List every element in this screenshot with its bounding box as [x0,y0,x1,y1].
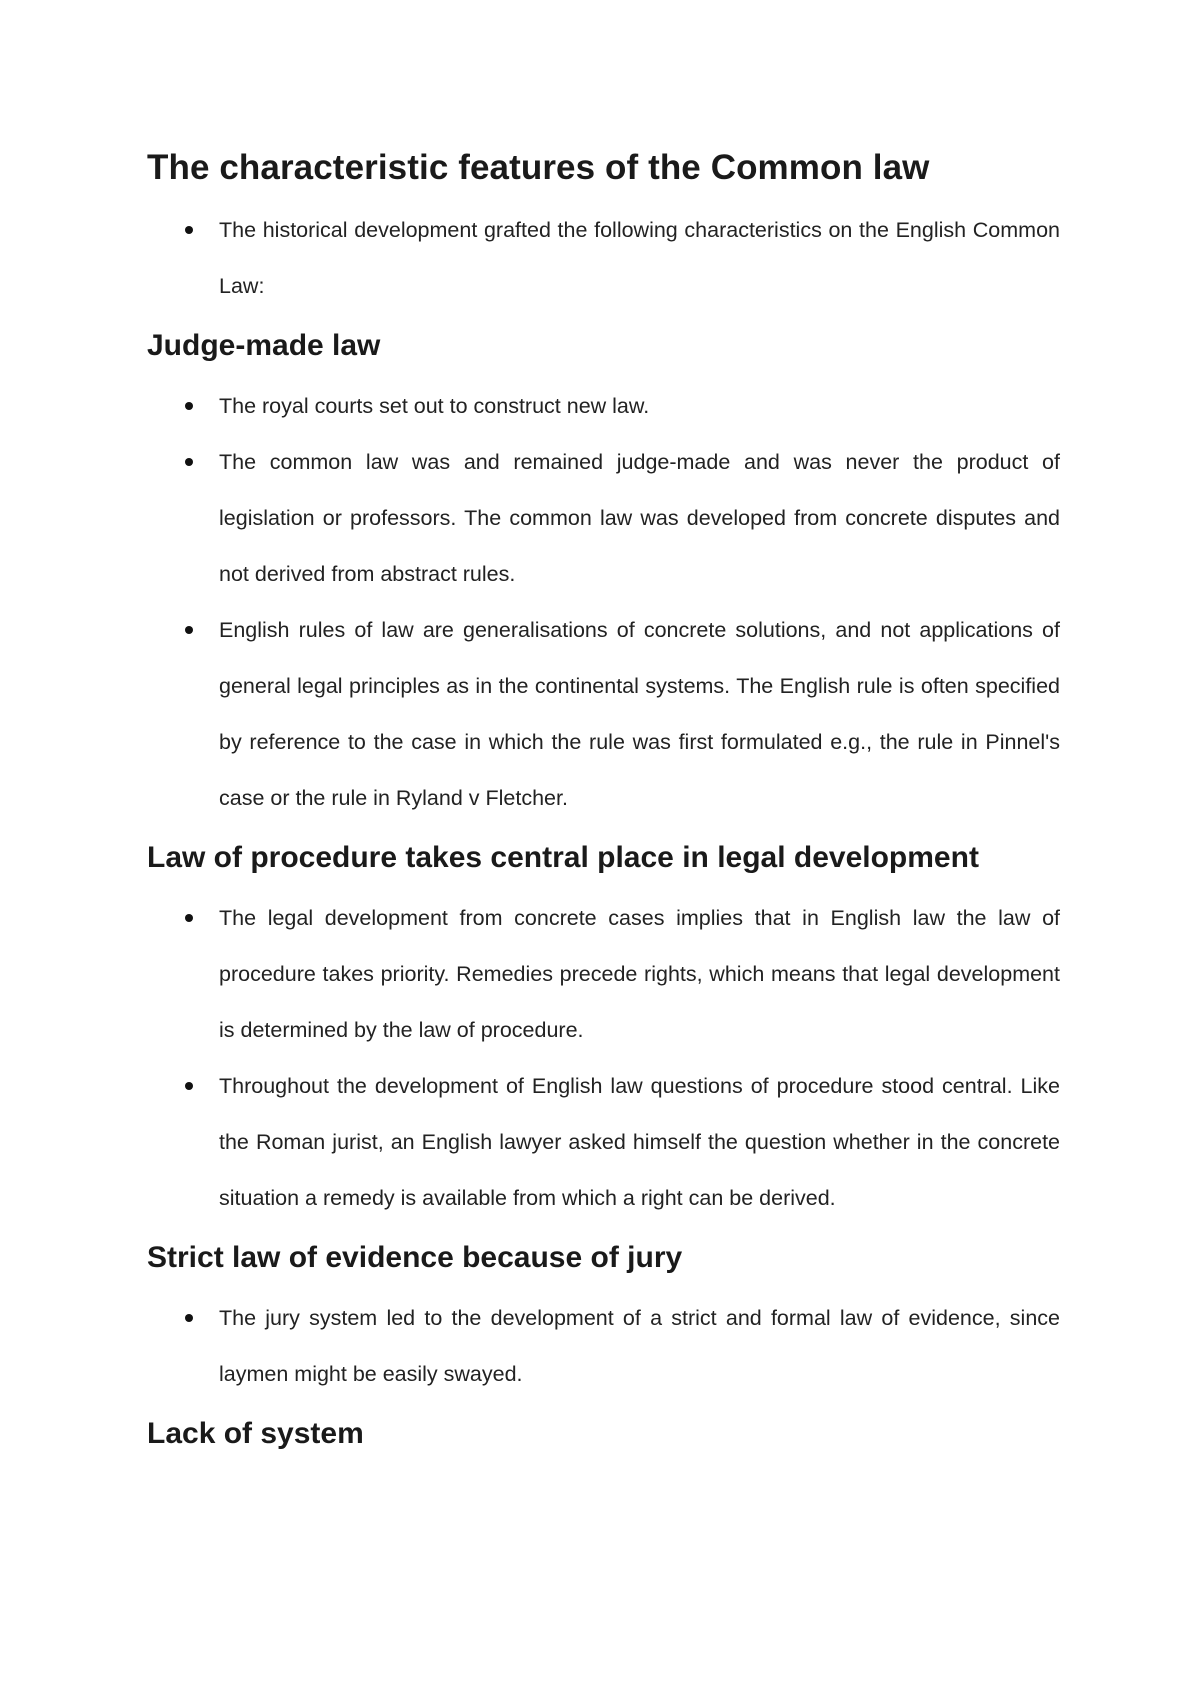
list-item [147,890,1060,1058]
bullet-text: The jury system led to the development of a strict and formal law of evidence, since laymen might be easily swayed. [219,1306,1060,1386]
list-item [147,378,1060,434]
bullet-text: Throughout the development of English law questions of procedure stood central. Like the Roman jurist, an English lawyer asked himself the question whether in the concrete situation a remedy is available from which a right can be derived. [219,1074,1060,1210]
judge-made-law-bullet-list [147,378,1060,826]
bullet-text: English rules of law are generalisations of concrete solutions, and not applications of general legal principles as in the continental systems. The English rule is often specified by reference to the case in which the rule was first formulated e.g., the rule in Pinnel's case or the rule in Ryland v Fletcher. [219,618,1060,810]
document-title: The characteristic features of the Common law [147,148,930,187]
section-heading-strict-law-of-evidence: Strict law of evidence because of jury [147,1241,683,1274]
bullet-icon [185,226,193,234]
list-item [147,1290,1060,1402]
bullet-icon [185,626,193,634]
bullet-text: The legal development from concrete cases implies that in English law the law of procedure takes priority. Remedies precede rights, which means that legal development is determined by the law of procedure. [219,906,1060,1042]
bullet-icon [185,914,193,922]
section-heading-law-of-procedure: Law of procedure takes central place in legal development [147,841,979,874]
bullet-icon [185,458,193,466]
bullet-icon [185,1082,193,1090]
bullet-text: The common law was and remained judge-made and was never the product of legislation or professors. The common law was developed from concrete disputes and not derived from abstract rules. [219,450,1060,586]
intro-bullet-list [147,202,1060,314]
list-item [147,434,1060,602]
section-heading-judge-made-law: Judge-made law [147,329,381,362]
list-item [147,202,1060,314]
section-heading-lack-of-system: Lack of system [147,1417,364,1450]
document-content [147,148,1060,1452]
strict-law-of-evidence-bullet-list [147,1290,1060,1402]
bullet-text: The historical development grafted the following characteristics on the English Common Law: [219,218,1060,298]
law-of-procedure-bullet-list [147,890,1060,1226]
list-item [147,1058,1060,1226]
bullet-icon [185,1314,193,1322]
bullet-text: The royal courts set out to construct new law. [219,394,650,418]
bullet-icon [185,402,193,410]
list-item [147,602,1060,826]
